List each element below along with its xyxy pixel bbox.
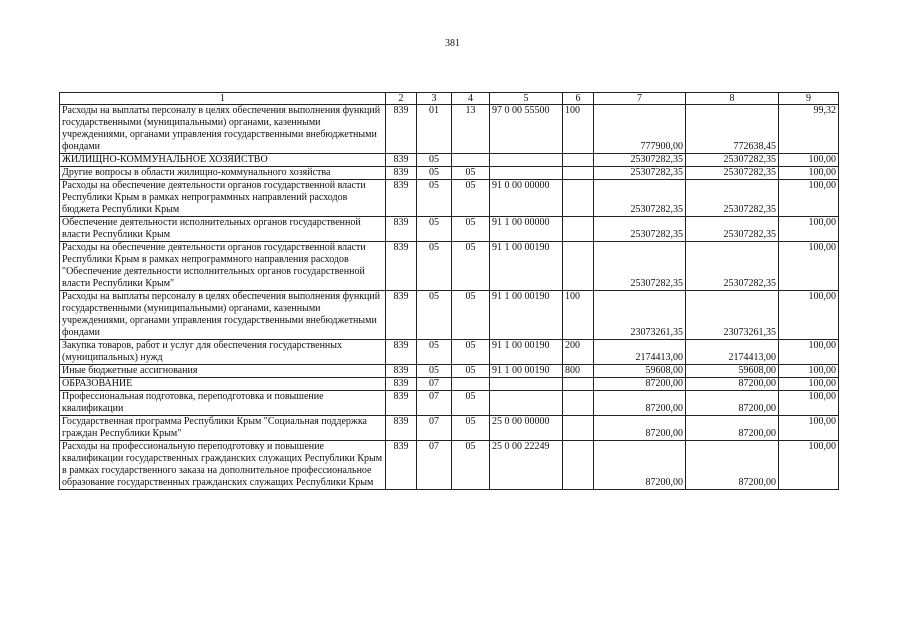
subsection-code-cell: 05 (452, 340, 490, 365)
table-row (60, 340, 839, 365)
table-row (60, 391, 839, 416)
execution-percent-cell: 100,00 (779, 391, 839, 416)
expense-name-cell: Расходы на выплаты персоналу в целях обеспечения выполнения функций государственными (муниципальными) органами, казенными учреждениями, органами управления государственными внебюджетными фондами (60, 291, 386, 340)
grbs-code-cell: 839 (386, 154, 417, 167)
table-row (60, 217, 839, 242)
grbs-code-cell: 839 (386, 391, 417, 416)
grbs-code-cell: 839 (386, 291, 417, 340)
executed-amount-cell: 772638,45 (686, 105, 779, 154)
table-row (60, 365, 839, 378)
planned-amount-cell: 23073261,35 (594, 291, 686, 340)
planned-amount-cell: 25307282,35 (594, 154, 686, 167)
target-article-cell (490, 391, 563, 416)
subsection-code-cell: 05 (452, 441, 490, 490)
planned-amount-cell: 87200,00 (594, 416, 686, 441)
expense-name-cell: Профессиональная подготовка, переподготовка и повышение квалификации (60, 391, 386, 416)
grbs-code-cell: 839 (386, 441, 417, 490)
planned-amount-cell: 59608,00 (594, 365, 686, 378)
subsection-code-cell: 05 (452, 416, 490, 441)
executed-amount-cell: 87200,00 (686, 378, 779, 391)
subsection-code-cell: 05 (452, 242, 490, 291)
section-code-cell: 05 (417, 180, 452, 217)
table-row (60, 291, 839, 340)
section-code-cell: 05 (417, 340, 452, 365)
execution-percent-cell: 100,00 (779, 365, 839, 378)
expense-name-cell: Другие вопросы в области жилищно-коммунального хозяйства (60, 167, 386, 180)
expense-type-cell: 800 (563, 365, 594, 378)
expense-type-cell (563, 416, 594, 441)
section-code-cell: 05 (417, 242, 452, 291)
column-header: 2 (386, 93, 417, 105)
execution-percent-cell: 100,00 (779, 154, 839, 167)
target-article-cell (490, 154, 563, 167)
expense-name-cell: Расходы на профессиональную переподготовку и повышение квалификации государственных гражданских служащих Республики Крым в рамках государственного заказа на дополнительное профессиональное образование государственных гражданских служащих Республики Крым (60, 441, 386, 490)
section-code-cell: 05 (417, 291, 452, 340)
subsection-code-cell: 05 (452, 365, 490, 378)
execution-percent-cell: 100,00 (779, 441, 839, 490)
expense-type-cell (563, 167, 594, 180)
target-article-cell: 91 1 00 00190 (490, 340, 563, 365)
planned-amount-cell: 25307282,35 (594, 242, 686, 291)
section-code-cell: 07 (417, 416, 452, 441)
execution-percent-cell: 100,00 (779, 378, 839, 391)
column-header: 3 (417, 93, 452, 105)
grbs-code-cell: 839 (386, 105, 417, 154)
expense-name-cell: Закупка товаров, работ и услуг для обеспечения государственных (муниципальных) нужд (60, 340, 386, 365)
section-code-cell: 07 (417, 441, 452, 490)
grbs-code-cell: 839 (386, 378, 417, 391)
expense-type-cell: 100 (563, 291, 594, 340)
section-code-cell: 07 (417, 391, 452, 416)
target-article-cell (490, 378, 563, 391)
planned-amount-cell: 777900,00 (594, 105, 686, 154)
executed-amount-cell: 23073261,35 (686, 291, 779, 340)
grbs-code-cell: 839 (386, 242, 417, 291)
target-article-cell: 91 1 00 00190 (490, 291, 563, 340)
expense-type-cell (563, 391, 594, 416)
section-code-cell: 07 (417, 378, 452, 391)
execution-percent-cell: 100,00 (779, 291, 839, 340)
target-article-cell: 91 1 00 00190 (490, 242, 563, 291)
planned-amount-cell: 25307282,35 (594, 217, 686, 242)
execution-percent-cell: 99,32 (779, 105, 839, 154)
table-row (60, 105, 839, 154)
subsection-code-cell: 05 (452, 391, 490, 416)
page-number: 381 (445, 38, 460, 49)
subsection-code-cell: 05 (452, 291, 490, 340)
planned-amount-cell: 25307282,35 (594, 167, 686, 180)
expense-name-cell: Расходы на обеспечение деятельности органов государственной власти Республики Крым в рамках непрограммных направлений расходов бюджета Республики Крым (60, 180, 386, 217)
table-row (60, 441, 839, 490)
column-header: 1 (60, 93, 386, 105)
column-header: 9 (779, 93, 839, 105)
section-code-cell: 05 (417, 167, 452, 180)
expense-type-cell: 100 (563, 105, 594, 154)
planned-amount-cell: 87200,00 (594, 391, 686, 416)
subsection-code-cell: 13 (452, 105, 490, 154)
executed-amount-cell: 59608,00 (686, 365, 779, 378)
table-row (60, 378, 839, 391)
budget-table (59, 92, 839, 490)
table-row (60, 167, 839, 180)
executed-amount-cell: 87200,00 (686, 391, 779, 416)
target-article-cell: 25 0 00 00000 (490, 416, 563, 441)
subsection-code-cell (452, 378, 490, 391)
expense-type-cell (563, 378, 594, 391)
executed-amount-cell: 87200,00 (686, 416, 779, 441)
expense-name-cell: Расходы на выплаты персоналу в целях обеспечения выполнения функций государственными (муниципальными) органами, казенными учреждениями, органами управления государственными внебюджетными фондами (60, 105, 386, 154)
section-code-cell: 05 (417, 217, 452, 242)
column-header: 4 (452, 93, 490, 105)
expense-type-cell (563, 154, 594, 167)
expense-type-cell (563, 217, 594, 242)
planned-amount-cell: 87200,00 (594, 441, 686, 490)
header-row (60, 93, 839, 105)
expense-type-cell: 200 (563, 340, 594, 365)
expense-name-cell: Иные бюджетные ассигнования (60, 365, 386, 378)
subsection-code-cell: 05 (452, 167, 490, 180)
subsection-code-cell: 05 (452, 217, 490, 242)
executed-amount-cell: 25307282,35 (686, 167, 779, 180)
column-header: 5 (490, 93, 563, 105)
expense-name-cell: Расходы на обеспечение деятельности органов государственной власти Республики Крым в рамках непрограммного направления расходов "Обеспечение деятельности исполнительных органов государственной власти Республики Крым" (60, 242, 386, 291)
expense-name-cell: Государственная программа Республики Крым "Социальная поддержка граждан Республики Крым" (60, 416, 386, 441)
execution-percent-cell: 100,00 (779, 242, 839, 291)
expense-type-cell (563, 441, 594, 490)
execution-percent-cell: 100,00 (779, 416, 839, 441)
executed-amount-cell: 87200,00 (686, 441, 779, 490)
target-article-cell (490, 167, 563, 180)
target-article-cell: 91 0 00 00000 (490, 180, 563, 217)
target-article-cell: 97 0 00 55500 (490, 105, 563, 154)
section-code-cell: 05 (417, 154, 452, 167)
section-code-cell: 01 (417, 105, 452, 154)
expense-type-cell (563, 242, 594, 291)
executed-amount-cell: 25307282,35 (686, 242, 779, 291)
expense-name-cell: ЖИЛИЩНО-КОММУНАЛЬНОЕ ХОЗЯЙСТВО (60, 154, 386, 167)
column-header: 8 (686, 93, 779, 105)
planned-amount-cell: 2174413,00 (594, 340, 686, 365)
execution-percent-cell: 100,00 (779, 217, 839, 242)
table-row (60, 154, 839, 167)
target-article-cell: 91 1 00 00190 (490, 365, 563, 378)
expense-type-cell (563, 180, 594, 217)
target-article-cell: 25 0 00 22249 (490, 441, 563, 490)
execution-percent-cell: 100,00 (779, 167, 839, 180)
table-row (60, 180, 839, 217)
execution-percent-cell: 100,00 (779, 340, 839, 365)
section-code-cell: 05 (417, 365, 452, 378)
table-row (60, 416, 839, 441)
grbs-code-cell: 839 (386, 180, 417, 217)
subsection-code-cell (452, 154, 490, 167)
expense-name-cell: ОБРАЗОВАНИЕ (60, 378, 386, 391)
column-header: 6 (563, 93, 594, 105)
grbs-code-cell: 839 (386, 340, 417, 365)
target-article-cell: 91 1 00 00000 (490, 217, 563, 242)
column-header: 7 (594, 93, 686, 105)
grbs-code-cell: 839 (386, 365, 417, 378)
grbs-code-cell: 839 (386, 416, 417, 441)
execution-percent-cell: 100,00 (779, 180, 839, 217)
executed-amount-cell: 25307282,35 (686, 180, 779, 217)
executed-amount-cell: 25307282,35 (686, 217, 779, 242)
executed-amount-cell: 25307282,35 (686, 154, 779, 167)
executed-amount-cell: 2174413,00 (686, 340, 779, 365)
expense-name-cell: Обеспечение деятельности исполнительных органов государственной власти Республики Крым (60, 217, 386, 242)
planned-amount-cell: 87200,00 (594, 378, 686, 391)
subsection-code-cell: 05 (452, 180, 490, 217)
grbs-code-cell: 839 (386, 217, 417, 242)
planned-amount-cell: 25307282,35 (594, 180, 686, 217)
table-row (60, 242, 839, 291)
grbs-code-cell: 839 (386, 167, 417, 180)
